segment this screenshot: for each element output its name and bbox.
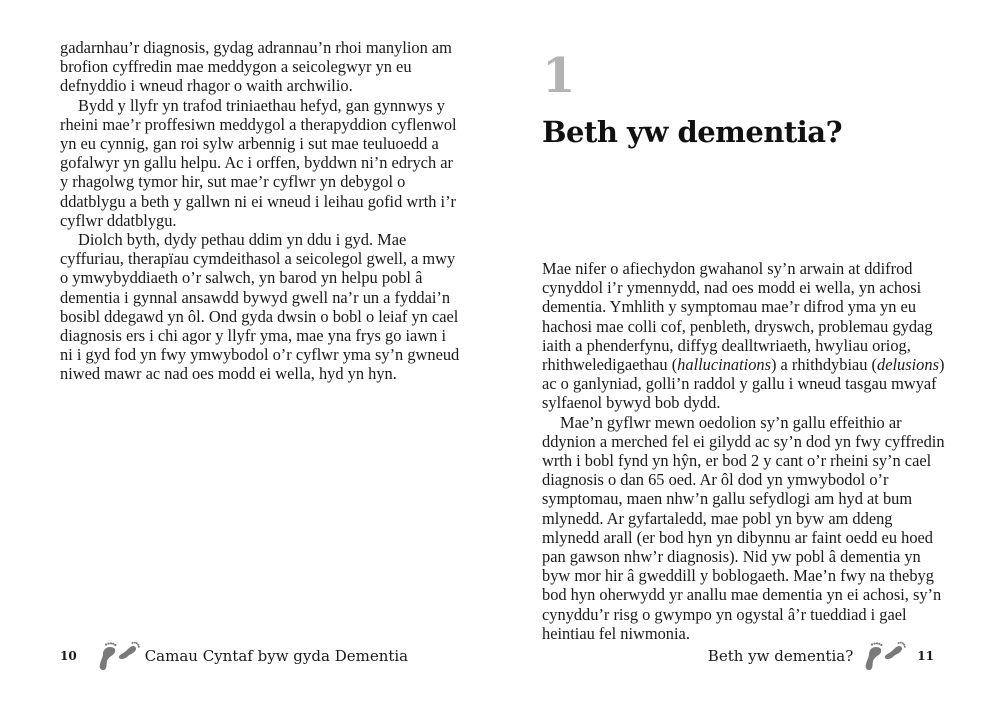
right-page-footer	[708, 640, 934, 672]
right-page	[492, 0, 984, 705]
right-page-body	[542, 259, 952, 643]
body-paragraph: Diolch byth, dydy pethau ddim yn ddu i gyd. Mae cyffuriau, therapïau cymdeithasol a seicolegol gwell, a mwy o ymwybyddiaeth o’r salwch, yn barod yn helpu pobl â dementia i gynnal ansawdd bywyd gwell na’r un a fyddai’n bosibl ddegawd yn ôl. Ond gyda dwsin o bobl o leiaf yn cael diagnosis ers i chi agor y llyfr yma, mae yna frys go iawn i ni i gyd fod yn fwy ymwybodol o’r cyflwr yma sy’n gwneud niwed mawr ac nad oes modd ei wella, hyd yn hyn.	[60, 230, 460, 384]
body-paragraph: Bydd y llyfr yn trafod triniaethau hefyd, gan gynnwys y rheini mae’r proffesiwn meddygol a therapyddion cyflenwol yn eu cynnig, gan roi sylw arbennig i sut mae teuluoedd a gofalwyr yn gallu helpu. Ac i orffen, byddwn ni’n edrych ar y rhagolwg tymor hir, sut mae’r cyflwr yn debygol o ddatblygu a beth y gallwn ni ei wneud i leihau gofid wrth i’r cyflwr ddatblygu.	[60, 95, 457, 230]
italic-term: delusions	[877, 355, 939, 375]
body-paragraph: gadarnhau’r diagnosis, gydag adrannau’n rhoi manylion am brofion cyffredin mae meddygon a seicolegwyr yn eu defnyddio i wneud rhagor o waith archwilio.	[60, 38, 452, 96]
text-run: Mae nifer o afiechydon gwahanol sy’n arwain at ddifrod cynyddol i’r ymennydd, nad oes modd ei wella, yn achosi dementia. Ymhlith y symptomau mae’r difrod yma yn eu hachosi mae colli cof, penbleth, dryswch, problemau gydag iaith a phenderfynu, diffyg dealltwriaeth, hwyliau oriog, rhithweledigaethau (	[542, 259, 933, 375]
text-run: ) ac o ganlyniad, golli’n raddol y gallu i wneud tasgau mwyaf sylfaenol bywyd bob dydd.	[542, 355, 945, 413]
running-title: Camau Cyntaf byw gyda Dementia	[144, 647, 409, 665]
page-number: 10	[60, 649, 77, 663]
chapter-number: 1	[542, 48, 576, 104]
left-page-body	[60, 38, 460, 384]
body-paragraph	[542, 259, 952, 413]
chapter-title: Beth yw dementia?	[542, 115, 843, 149]
running-title: Beth yw dementia?	[707, 647, 854, 665]
body-paragraph: Mae’n gyflwr mewn oedolion sy’n gallu effeithio ar ddynion a merched fel ei gilydd ac sy’n dod yn fwy cyffredin wrth i bobl fynd yn hŷn, er bod 2 y cant o’r rheini sy’n cael diagnosis o dan 65 oed. Ar ôl dod yn ymwybodol o’r symptomau, maen nhw’n gallu sefydlogi am hyd at bum mlynedd. Ar gyfartaledd, mae pobl yn byw am ddeng mlynedd arall (er bod hyn yn dibynnu ar faint oedd eu hoed pan gawson nhw’r diagnosis). Nid yw pobl â dementia yn byw mor hir â gweddill y boblogaeth. Mae’n fwy na thebyg bod hyn oherwydd yr anallu mae dementia yn ei achosi, sy’n cynyddu’r risg o gwympo yn ogystal â’r tueddiad i gael heintiau fel niwmonia.	[542, 412, 945, 643]
footprints-icon	[861, 640, 907, 672]
italic-term: hallucinations	[677, 355, 771, 375]
text-run: ) a rhithdybiau (	[770, 355, 878, 375]
left-page-footer	[60, 640, 408, 672]
page-number: 11	[917, 649, 934, 663]
footprints-icon	[95, 640, 141, 672]
